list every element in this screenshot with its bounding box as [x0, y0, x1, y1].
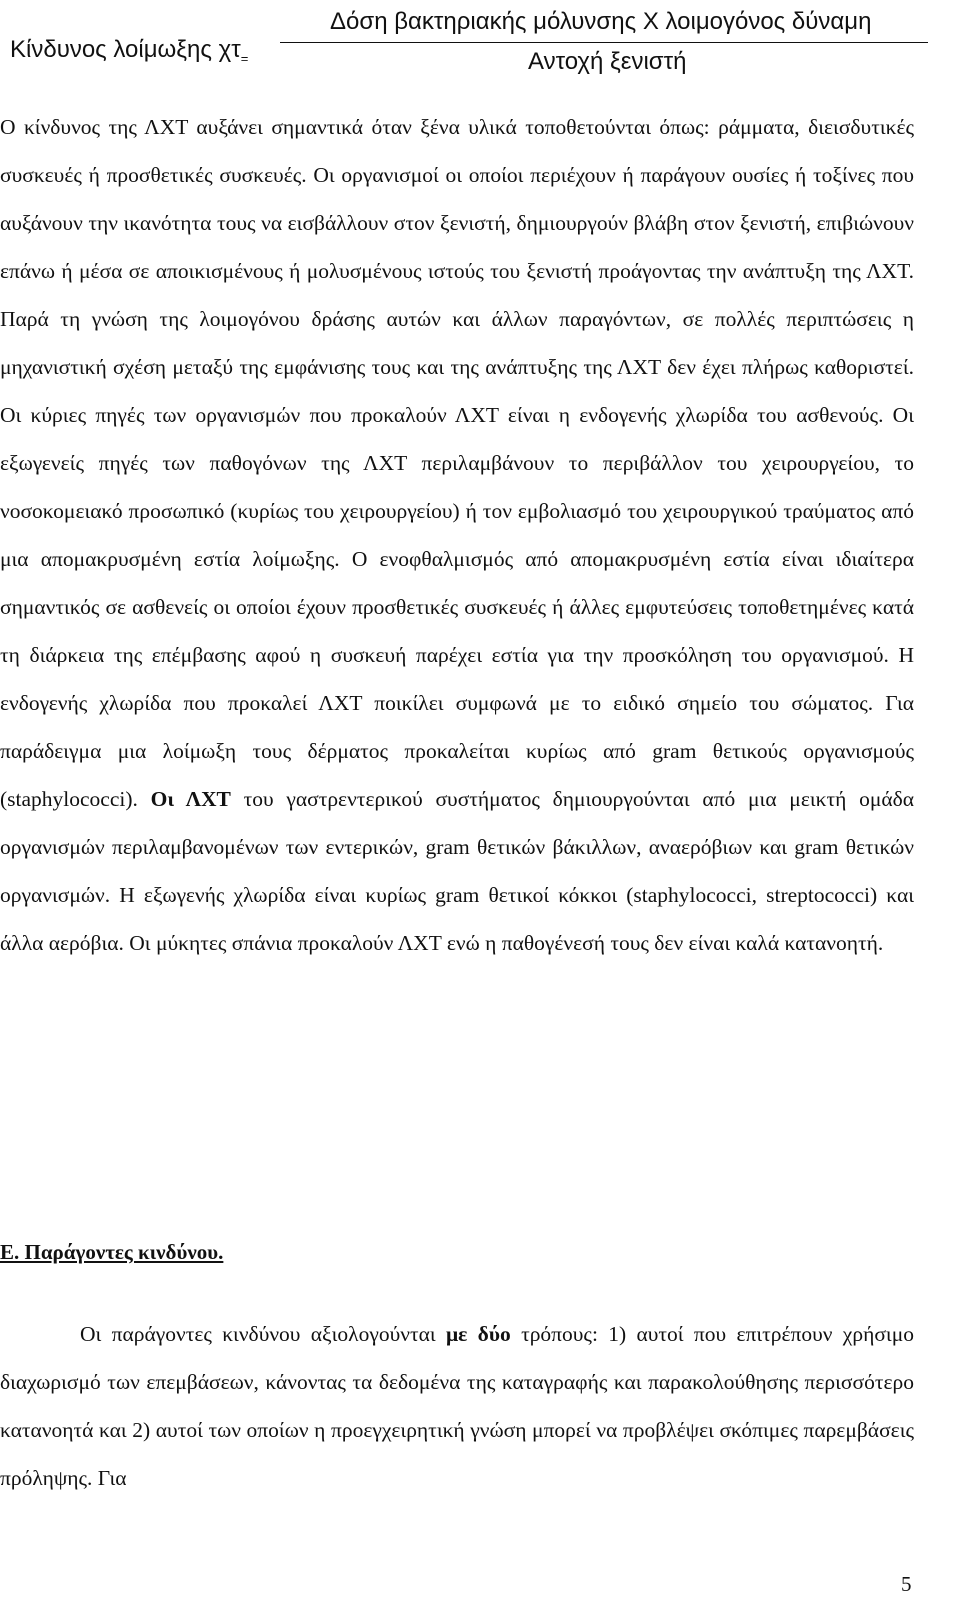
section-heading: Ε. Παράγοντες κινδύνου. — [0, 1240, 224, 1264]
paragraph-2-text: Οι παράγοντες κινδύνου αξιολογούνται — [80, 1322, 436, 1346]
risk-formula — [8, 8, 928, 80]
formula-lhs-text: Κίνδυνος λοίμωξης χτ — [10, 36, 241, 63]
paragraph-1-text-continued: του γαστρεντερικού συστήματος δημιουργούνται από μια μεικτή ομάδα οργανισμών περιλαμβανομένων των εντερικών, gram θετικών βάκιλλων, αναερόβιων και gram θετικών οργανισμών. Η εξωγενής χλωρίδα είναι κυρίως gram θετικοί κόκκοι (staphylococci, streptococci) και άλλα αερόβια. Οι μύκητες σπάνια προκαλούν ΛΧΤ ενώ η παθογένεσή τους δεν είναι καλά κατανοητή. — [0, 787, 915, 955]
formula-denominator: Αντοχή ξενιστή — [528, 48, 687, 75]
formula-lhs-sub: = — [240, 50, 249, 66]
paragraph-1-text: Ο κίνδυνος της ΛΧΤ αυξάνει σημαντικά όταν ξένα υλικά τοποθετούνται όπως: ράμματα, διεισδυτικές συσκευές ή προσθετικές συσκευές. Οι οργανισμοί οι οποίοι περιέχουν ή παράγουν ουσίες ή τοξίνες που αυξάνουν την ικανότητα τους να εισβάλλουν στον ξενιστή, δημιουργούν βλάβη στον ξενιστή, επιβιώνουν επάνω ή μέσα σε αποικισμένους ή μολυσμένους ιστούς του ξενιστή προάγοντας την ανάπτυξη της ΛΧΤ. Παρά τη γνώση της λοιμογόνου δράσης αυτών και άλλων παραγόντων, σε πολλές περιπτώσεις η μηχανιστική σχέση μεταξύ της εμφάνισης τους και της ανάπτυξης της ΛΧΤ δεν έχει πλήρως καθοριστεί. Οι κύριες πηγές των οργανισμών που προκαλούν ΛΧΤ είναι η ενδογενής χλωρίδα του ασθενούς. Οι εξωγενείς πηγές των παθογόνων της ΛΧΤ περιλαμβάνουν το περιβάλλον του χειρουργείου, το νοσοκομειακό προσωπικό (κυρίως του χειρουργείου) ή τον εμβολιασμό του χειρουργικού τραύματος από μια απομακρυσμένη εστία λοίμωξης. Ο ενοφθαλμισμός από απομακρυσμένη εστία είναι ιδιαίτερα σημαντικός σε ασθενείς οι οποίοι έχουν προσθετικές συσκευές ή άλλες εμφυτεύσεις τοποθετημένες κατά τη διάρκεια της επέμβασης αφού η συσκευή παρέχει εστία για την προσκόληση του οργανισμού. Η ενδογενής χλωρίδα που προκαλεί ΛΧΤ ποικίλει συμφωνά με το ειδικό σημείο του σώματος. Για παράδειγμα μια λοίμωξη τους δέρματος προκαλείται κυρίως από gram θετικούς οργανισμούς (staphylococci). — [0, 115, 914, 811]
formula-numerator: Δόση βακτηριακής μόλυνσης Χ λοιμογόνος δύναμη — [330, 8, 872, 35]
paragraph-1-bold: Οι ΛΧΤ — [150, 787, 231, 811]
paragraph-2-bold: με δύο — [445, 1322, 511, 1346]
page-number: 5 — [901, 1572, 912, 1596]
paragraph-risk-factors — [0, 1310, 914, 1502]
fraction-bar — [280, 42, 928, 43]
formula-lhs — [10, 36, 248, 66]
paragraph-2-text-continued: τρόπους: 1) αυτοί που επιτρέπουν χρήσιμο διαχωρισμό των επεμβάσεων, κάνοντας τα δεδομένα της καταγραφής και παρακολούθησης περισσότερο κατανοητά και 2) αυτοί των οποίων η προεγχειρητική γνώση μπορεί να προβλέψει σκόπιμες παρεμβάσεις πρόληψης. Για — [0, 1322, 914, 1490]
paragraph-infection-sources — [0, 103, 914, 967]
